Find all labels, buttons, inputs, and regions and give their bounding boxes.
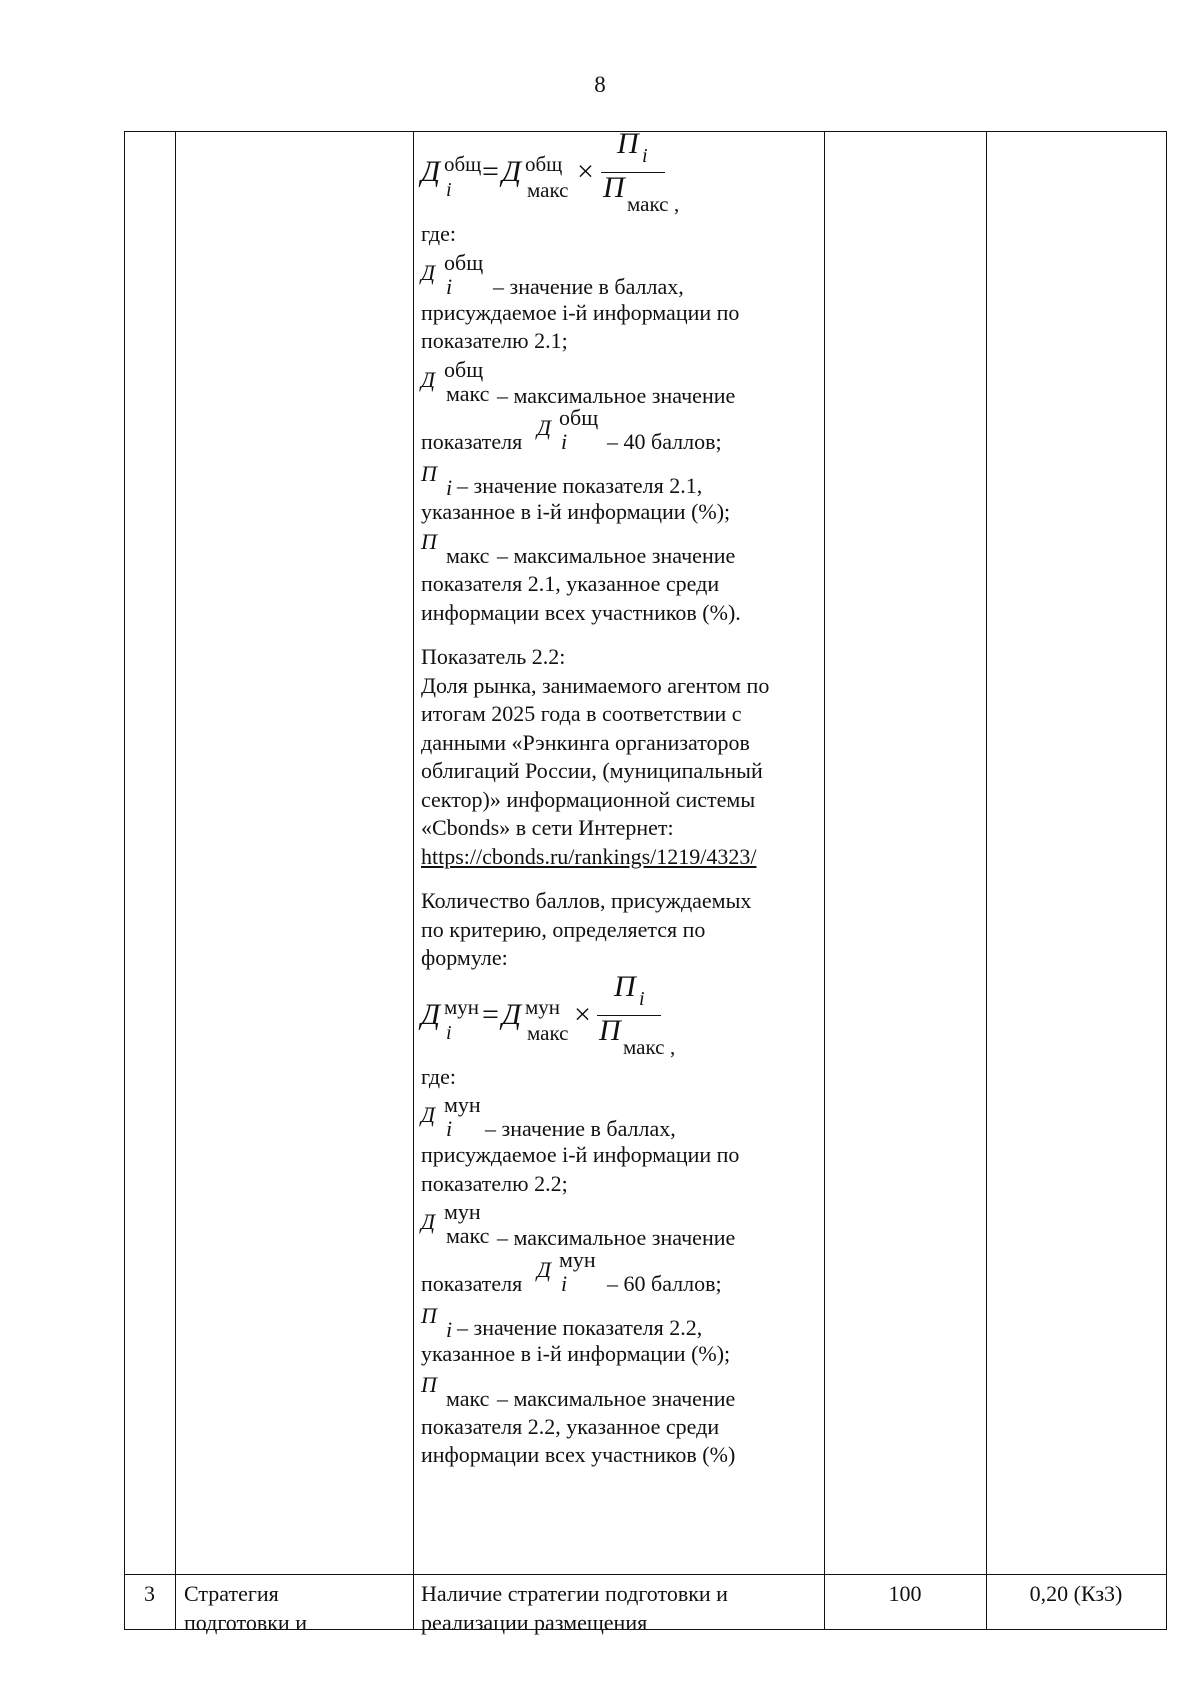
symbol-p-max-2: П макс – максимальное значение	[421, 1371, 736, 1411]
formula-mun: Д мун i = Д мун макс × П i П макс ,	[421, 969, 676, 1059]
cbonds-link[interactable]: https://cbonds.ru/rankings/1219/4323/	[421, 843, 757, 869]
max-value-line-2: показателя Д мун i – 60 баллов;	[421, 1247, 722, 1296]
page-number: 8	[594, 72, 606, 97]
symbol-d-i-obshch: Д общ i – значение в баллах,	[421, 249, 684, 299]
criterion-content: Наличие стратегии подготовки и реализации размещения	[421, 1581, 728, 1635]
row-number: 3	[144, 1581, 155, 1606]
weight-coefficient: 0,20 (Кз3)	[1029, 1581, 1123, 1606]
symbol-p-max: П макс – максимальное значение	[421, 529, 736, 568]
formula-obshch: Д общ i = Д общ макс × П i П макс ,	[421, 127, 680, 216]
symbol-d-i-mun: Д мун i – значение в баллах,	[421, 1092, 676, 1141]
symbol-d-max-obshch: Д общ макс – максимальное значение	[421, 356, 736, 408]
symbol-p-i-2: П i – значение показателя 2.2,	[421, 1303, 703, 1342]
max-points: 100	[888, 1581, 922, 1606]
indicator-heading: Показатель 2.2:	[421, 644, 566, 669]
criterion-description: Д общ i = Д общ макс × П i П макс , где: Д общ i – значение в баллах, присуждаемое i-й информации по показателю 2.1; Д общ макс – максимальное значение показателя Д общ i – 40 баллов; П i – значение показателя 2.1, указанное в i-й информации (%); П макс – максимальное значение показателя 2.1, указанное среди информации всех участников (%). Показатель 2.2: Доля рынка, занимаемого агентом по итогам 2025 года в соответствии с данными «Рэнкинга организаторов облигаций России, (муниципальный сектор)» информационной системы «Cbonds» в сети Интернет: https://cbonds.ru/rankings/1219/4323/ Количество баллов, присуждаемых по критерию, определяется по формуле: Д мун i = Д мун макс × П i П макс , где: Д мун i – значение в баллах, присуждаемое i-й информации по показателю 2.2; Д мун макс – максимальное значение показателя Д мун i – 60 баллов; П i – значение показателя 2.2, указанное в i-й информации (%); П макс – максимальное значение показателя 2.2, указанное среди информации всех участников (%)	[421, 136, 819, 1470]
symbol-p-i: П i – значение показателя 2.1,	[421, 460, 703, 500]
criterion-name: Стратегия подготовки и	[184, 1581, 307, 1635]
symbol-d-max-mun: Д мун макс – максимальное значение	[421, 1199, 736, 1250]
where-label: где:	[421, 221, 456, 246]
max-value-line-1: показателя Д общ i – 40 баллов;	[421, 404, 722, 454]
